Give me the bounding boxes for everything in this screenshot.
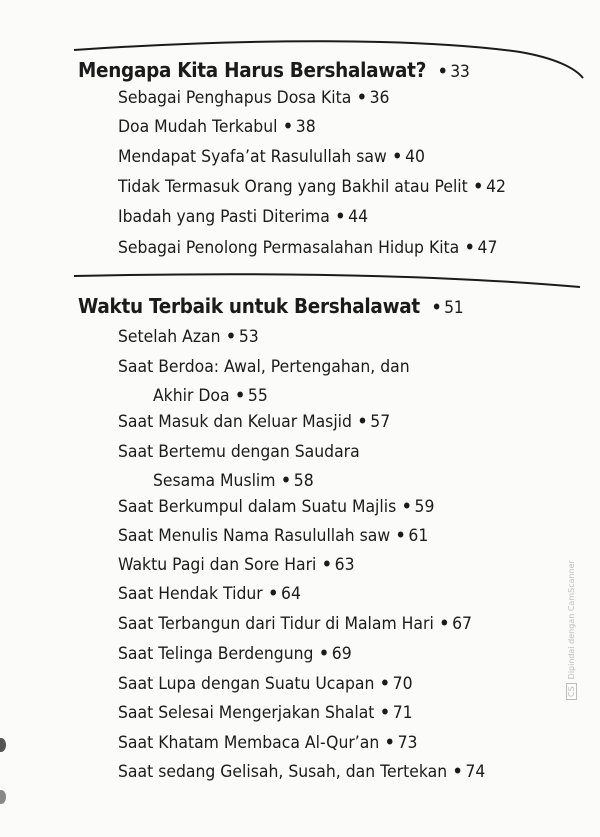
page-number: 47: [477, 238, 498, 258]
entry-text: Tidak Termasuk Orang yang Bakhil atau Pelit: [118, 177, 468, 197]
scan-edge-mark: [0, 790, 6, 804]
toc-entry: [118, 729, 417, 758]
toc-entry: [118, 670, 413, 699]
entry-text: Waktu Pagi dan Sore Hari: [118, 555, 317, 575]
entry-text-continued: Sesama Muslim: [152, 471, 276, 491]
bullet: •: [321, 555, 332, 575]
entry-text: Saat Hendak Tidur: [118, 584, 263, 604]
section-title: [78, 294, 463, 318]
bullet: •: [379, 674, 390, 694]
bullet: •: [431, 298, 442, 318]
toc-entry: [118, 438, 360, 496]
toc-entry: [118, 522, 428, 551]
bullet: •: [392, 147, 403, 167]
scan-edge-mark: [0, 738, 6, 752]
entry-text: Mendapat Syafa’at Rasulullah saw: [118, 147, 387, 167]
page-number: 63: [334, 555, 355, 575]
watermark-text: Dipindai dengan CamScanner: [567, 560, 576, 680]
toc-entry: [118, 353, 410, 411]
page-number: 73: [397, 733, 418, 753]
page-number: 58: [293, 471, 314, 491]
page-number: 33: [450, 62, 470, 82]
entry-text: Saat Masuk dan Keluar Masjid: [118, 412, 352, 432]
entry-text: Setelah Azan: [118, 327, 221, 347]
section-title-text: Waktu Terbaik untuk Bershalawat: [78, 294, 420, 318]
toc-entry: [118, 323, 259, 352]
page-number: 38: [295, 117, 316, 137]
page-number: 40: [405, 147, 425, 167]
bullet: •: [379, 703, 390, 723]
bullet: •: [357, 412, 368, 432]
toc-entry: [118, 408, 390, 437]
page-number: 53: [238, 327, 259, 347]
page-number: 42: [486, 177, 506, 197]
bullet: •: [395, 526, 406, 546]
toc-entry: [118, 580, 301, 609]
page-number: 64: [281, 584, 301, 604]
entry-text: Saat Berdoa: Awal, Pertengahan, dan: [118, 357, 410, 377]
bullet: •: [235, 386, 246, 406]
bullet: •: [452, 762, 463, 782]
toc-entry: [118, 699, 413, 728]
page-number: 51: [444, 298, 464, 318]
toc-entry: [118, 493, 434, 522]
entry-text: Saat Selesai Mengerjakan Shalat: [118, 703, 375, 723]
page-number: 44: [348, 207, 369, 227]
bullet: •: [473, 177, 484, 197]
page-number: 61: [408, 526, 429, 546]
entry-text: Saat Menulis Nama Rasulullah saw: [118, 526, 391, 546]
bullet: •: [335, 207, 346, 227]
entry-text: Ibadah yang Pasti Diterima: [118, 207, 330, 227]
bullet: •: [384, 733, 395, 753]
entry-text: Saat Telinga Berdengung: [118, 644, 314, 664]
section-title-text: Mengapa Kita Harus Bershalawat?: [78, 58, 427, 82]
bullet: •: [226, 327, 237, 347]
entry-text: Saat Berkumpul dalam Suatu Majlis: [118, 497, 397, 517]
scanner-watermark: [566, 560, 577, 700]
page-number: 55: [247, 386, 268, 406]
toc-entry: [118, 640, 352, 669]
section-divider: [0, 0, 600, 300]
page-number: 70: [392, 674, 413, 694]
toc-entry: [118, 551, 355, 580]
page-number: 74: [465, 762, 486, 782]
entry-text: Saat Terbangun dari Tidur di Malam Hari: [118, 614, 434, 634]
watermark-badge: CS: [566, 683, 577, 700]
page-number: 67: [452, 614, 472, 634]
bullet: •: [318, 644, 329, 664]
entry-text: Saat sedang Gelisah, Susah, dan Tertekan: [118, 762, 448, 782]
entry-text: Sebagai Penolong Permasalahan Hidup Kita: [118, 238, 460, 258]
bullet: •: [464, 238, 475, 258]
bullet: •: [356, 88, 367, 108]
bullet: •: [439, 614, 450, 634]
page-number: 36: [369, 88, 390, 108]
entry-text: Sebagai Penghapus Dosa Kita: [118, 88, 352, 108]
page-number: 57: [370, 412, 391, 432]
page-number: 71: [392, 703, 413, 723]
toc-entry: [118, 610, 472, 639]
entry-text: Doa Mudah Terkabul: [118, 117, 278, 137]
bullet: •: [401, 497, 412, 517]
entry-text: Saat Khatam Membaca Al-Qur’an: [118, 733, 380, 753]
bullet: •: [282, 117, 294, 137]
bullet: •: [268, 584, 279, 604]
entry-text-continued: Akhir Doa: [152, 386, 230, 406]
entry-continuation: [118, 382, 410, 411]
bullet: •: [437, 62, 448, 82]
entry-text: Saat Lupa dengan Suatu Ucapan: [118, 674, 375, 694]
entry-text: Saat Bertemu dengan Saudara: [118, 442, 360, 462]
bullet: •: [281, 471, 292, 491]
page-number: 69: [331, 644, 352, 664]
entry-continuation: [118, 467, 360, 496]
page-number: 59: [414, 497, 435, 517]
toc-entry: [118, 758, 485, 787]
